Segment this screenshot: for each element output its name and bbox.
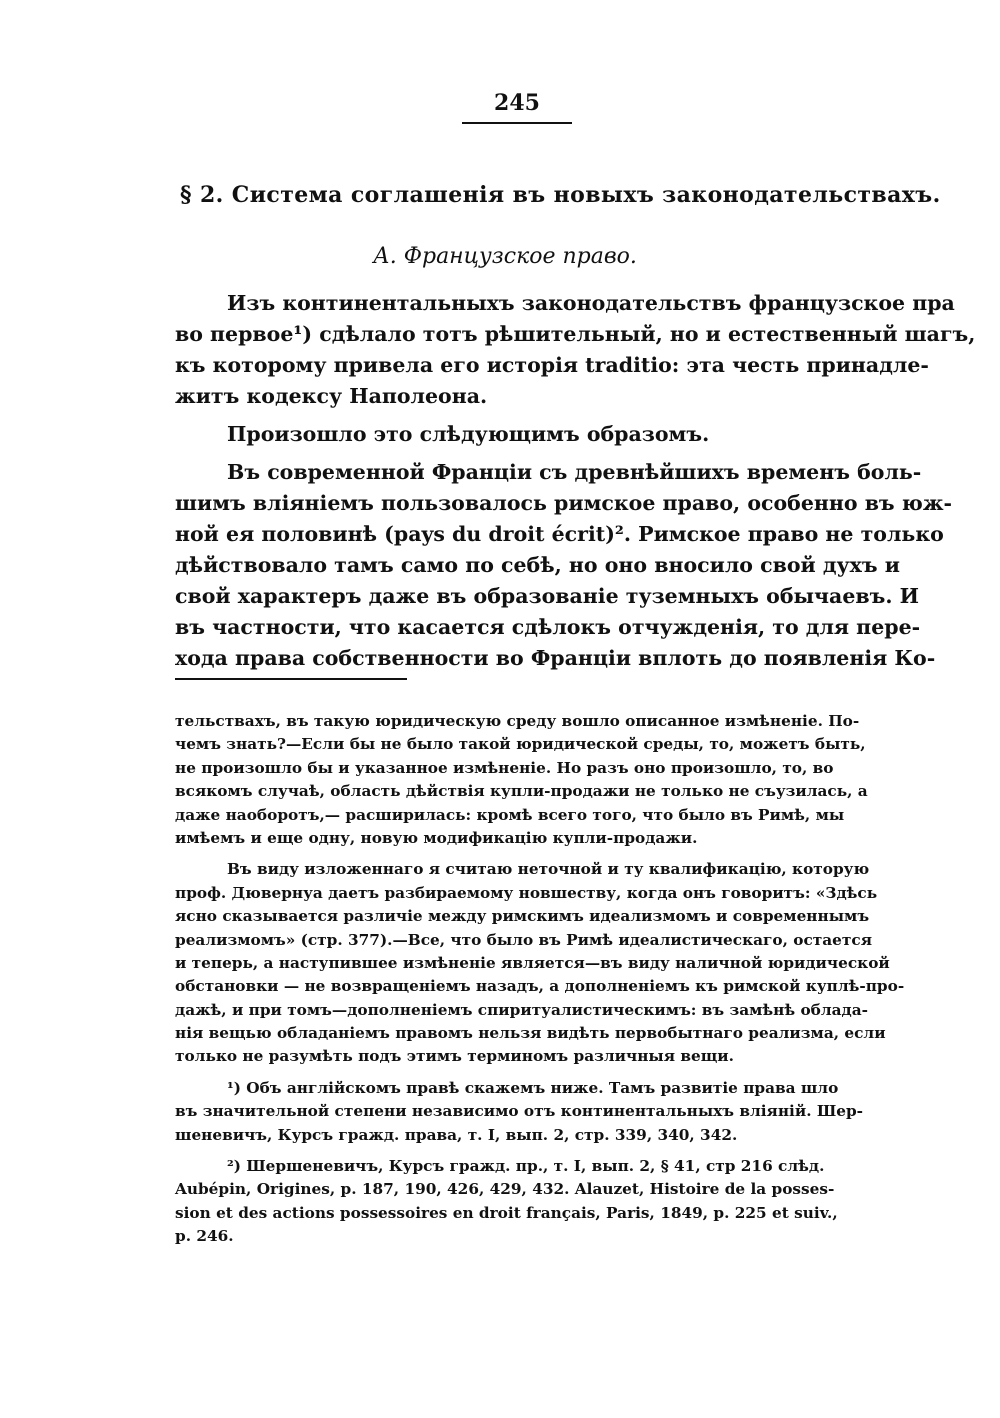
- note-line: не произошло бы и указанное измѣненіе. Но разъ оно произошло, то, во: [175, 758, 834, 777]
- body-line: Въ современной Франціи съ древнѣйшихъ временъ боль-: [227, 460, 922, 484]
- body-line: хода права собственности во Франціи вплоть до появленія Ко-: [175, 646, 936, 670]
- note-line: проф. Дювернуа даетъ разбираемому новшеству, когда онъ говоритъ: «Здѣсь: [175, 883, 878, 902]
- note-line: и теперь, а наступившее измѣненіе является—въ виду наличной юридической: [175, 953, 890, 972]
- body-line: Произошло это слѣдующимъ образомъ.: [227, 422, 710, 446]
- body-line: свой характеръ даже въ образованіе туземныхъ обычаевъ. И: [175, 584, 919, 608]
- body-line: шимъ вліяніемъ пользовалось римское право, особенно въ юж-: [175, 491, 953, 515]
- main-body-text: [175, 288, 976, 674]
- note-line: всякомъ случаѣ, область дѣйствія купли-продажи не только не съузилась, а: [175, 782, 868, 801]
- footnote-1-line: шеневичъ, Курсъ гражд. права, т. I, вып. 2, стр. 339, 340, 342.: [175, 1125, 738, 1144]
- body-line: Изъ континентальныхъ законодательствъ французское пра: [227, 291, 955, 315]
- body-line: въ частности, что касается сдѣлокъ отчужденія, то для пере-: [175, 615, 921, 639]
- footnote-2-line: sion et des actions possessoires en droit français, Paris, 1849, p. 225 et suiv.,: [175, 1203, 838, 1222]
- body-line: во первое¹) сдѣлало тотъ рѣшительный, но и естественный шагъ,: [175, 322, 976, 346]
- note-line: обстановки — не возвращеніемъ назадъ, а дополненіемъ къ римской куплѣ-про-: [175, 977, 905, 996]
- note-line: чемъ знать?—Если бы не было такой юридической среды, то, можетъ быть,: [175, 735, 866, 754]
- note-line: реализмомъ» (стр. 377).—Все, что было въ Римѣ идеалистическаго, остается: [175, 930, 873, 949]
- page-number: 245: [494, 90, 540, 116]
- footnote-separator: [175, 678, 407, 680]
- note-line: тельствахъ, въ такую юридическую среду вошло описанное измѣненіе. По-: [175, 712, 860, 730]
- note-line: даже наоборотъ,— расширилась: кромѣ всего того, что было въ Римѣ, мы: [175, 805, 845, 824]
- footnote-1-line: ¹) Объ англійскомъ правѣ скажемъ ниже. Тамъ развитіе права шло: [227, 1078, 839, 1097]
- note-line: дажѣ, и при томъ—дополненіемъ спиритуалистическимъ: въ замѣнѣ облада-: [175, 1000, 869, 1019]
- note-line: Въ виду изложеннаго я считаю неточной и ту квалификацію, которую: [227, 860, 870, 879]
- footnotes: [175, 710, 905, 1249]
- body-line: ной ея половинѣ (pays du droit écrit)². Римское право не только: [175, 522, 944, 546]
- section-title: § 2. Система соглашенія въ новыхъ законодательствахъ.: [180, 182, 941, 208]
- page-number-underline: [462, 122, 572, 124]
- footnote-1-line: въ значительной степени независимо отъ континентальныхъ вліяній. Шер-: [175, 1102, 864, 1121]
- footnote-2-line: Aubépin, Origines, p. 187, 190, 426, 429, 432. Alauzet, Histoire de la posses-: [175, 1180, 835, 1199]
- footnote-2-line: p. 246.: [175, 1227, 234, 1246]
- body-line: житъ кодексу Наполеона.: [175, 384, 488, 408]
- note-line: ясно сказывается различіе между римскимъ идеализмомъ и современнымъ: [175, 907, 870, 926]
- body-line: дѣйствовало тамъ само по себѣ, но оно вносило свой духъ и: [175, 553, 900, 577]
- subsection-title: А. Французское право.: [373, 244, 637, 269]
- footnote-2-line: ²) Шершеневичъ, Курсъ гражд. пр., т. I, вып. 2, § 41, стр 216 слѣд.: [227, 1157, 825, 1176]
- note-line: только не разумѣть подъ этимъ терминомъ различныя вещи.: [175, 1047, 734, 1066]
- note-line: имѣемъ и еще одну, новую модификацію купли-продажи.: [175, 828, 698, 847]
- body-line: къ которому привела его исторія traditio: эта честь принадле-: [175, 353, 929, 377]
- note-line: нія вещью обладаніемъ правомъ нельзя видѣть первобытнаго реализма, если: [175, 1024, 886, 1043]
